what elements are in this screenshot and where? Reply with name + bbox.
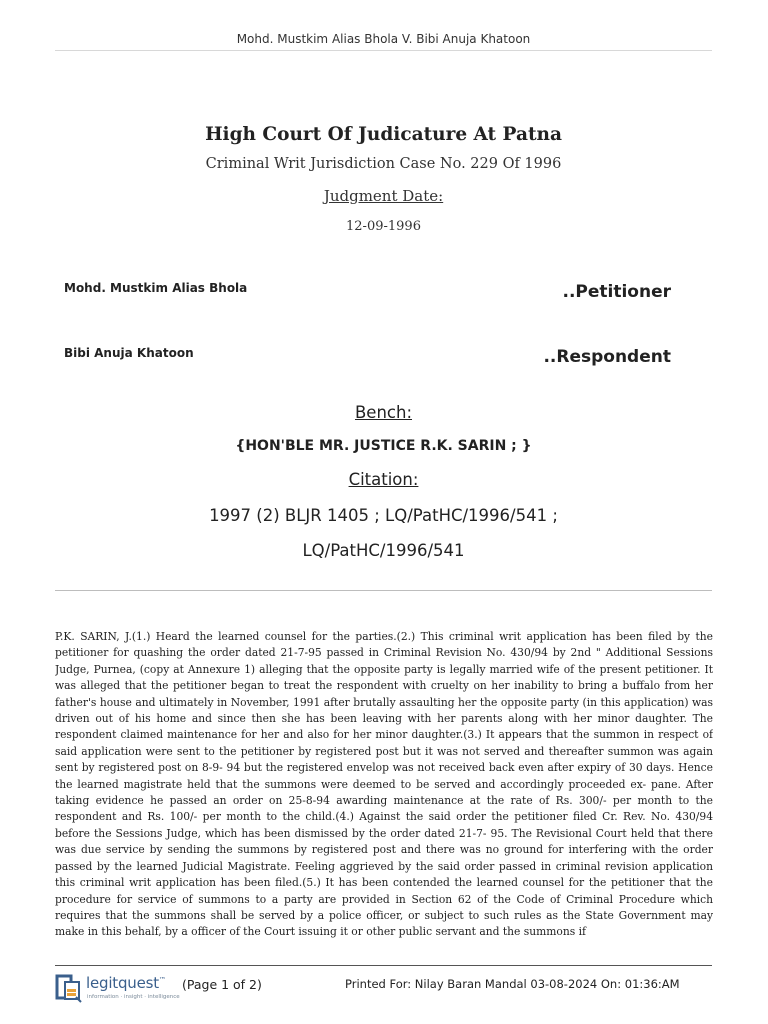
legitquest-logo[interactable] [55, 973, 180, 1005]
legitquest-logo-icon [55, 973, 83, 1003]
judgment-date-label: Judgment Date: [323, 187, 444, 205]
running-title: Mohd. Mustkim Alias Bhola V. Bibi Anuja Khatoon [236, 32, 531, 46]
case-number: Criminal Writ Jurisdiction Case No. 229 Of 1996 [205, 156, 562, 172]
bench-judges: {HON'BLE MR. JUSTICE R.K. SARIN ; } [235, 438, 532, 454]
printed-for: Printed For: Nilay Baran Mandal 03-08-2024 On: 01:36:AM [345, 977, 680, 991]
judgment-body: P.K. SARIN, J.(1.) Heard the learned counsel for the parties.(2.) This criminal writ application has been filed by the petitioner for quashing the order dated 21-7-95 passed in Criminal Revision No. 430/94 by 2nd " Additional Sessions Judge, Purnea, (copy at Annexure 1) alleging that the opposite party is legally married wife of the present petitioner. It was alleged that the petitioner began to treat the respondent with cruelty on her inability to bring a buffalo from her father's house and ultimately in November, 1991 after brutally assaulting her the opposite party (in this application) was driven out of his home and since then she has been leaving with her parents along with her minor daughter. The respondent claimed maintenance for her and also for her minor daughter.(3.) It appears that the summon in respect of said application were sent to the petitioner by registered post but it was not served and thereafter summon was again sent by registered post on 8-9- 94 but the registered envelop was not received back even after expiry of 30 days. Hence the learned magistrate held that the summons were deemed to be served and accordingly proceeded ex- pane. After taking evidence he passed an order on 25-8-94 awarding maintenance at the rate of Rs. 300/- per month to the respondent and Rs. 100/- per month to the child.(4.) Against the said order the petitioner filed Cr. Rev. No. 430/94 before the Sessions Judge, which has been dismissed by the order dated 21-7- 95. The Revisional Court held that there was due service by sending the summons by registered post and there was no ground for interfering with the order passed by the learned Judicial Magistrate. Feeling aggrieved by the said order passed in criminal revision application this criminal writ application has been filed.(5.) It has been contended the learned counsel for the petitioner that the procedure for service of summons to a party are provided in Section 62 of the Code of Criminal Procedure which requires that the summons shall be served by a police officer, or subject to such rules as the State Government may make in this behalf, by a officer of the Court issuing it or other public servant and the summons if [55, 630, 713, 939]
page-info: (Page 1 of 2) [182, 977, 262, 992]
judgment-date: 12-09-1996 [346, 219, 421, 234]
header-divider [55, 50, 712, 51]
court-title: High Court Of Judicature At Patna [205, 124, 562, 145]
respondent-role: ..Respondent [543, 347, 671, 367]
respondent-name: Bibi Anuja Khatoon [64, 346, 194, 360]
citation-label: Citation: [348, 470, 419, 489]
petitioner-role: ..Petitioner [562, 282, 671, 302]
section-divider [55, 590, 712, 591]
citation-line-1: 1997 (2) BLJR 1405 ; LQ/PatHC/1996/541 ; [209, 506, 558, 525]
petitioner-name: Mohd. Mustkim Alias Bhola [64, 281, 248, 295]
citation-line-2: LQ/PatHC/1996/541 [302, 541, 465, 560]
brand-tagline: information · insight · intelligence [87, 994, 180, 1000]
footer-divider [55, 965, 712, 966]
bench-label: Bench: [354, 403, 413, 422]
brand-name: legitquest™ [86, 974, 166, 992]
